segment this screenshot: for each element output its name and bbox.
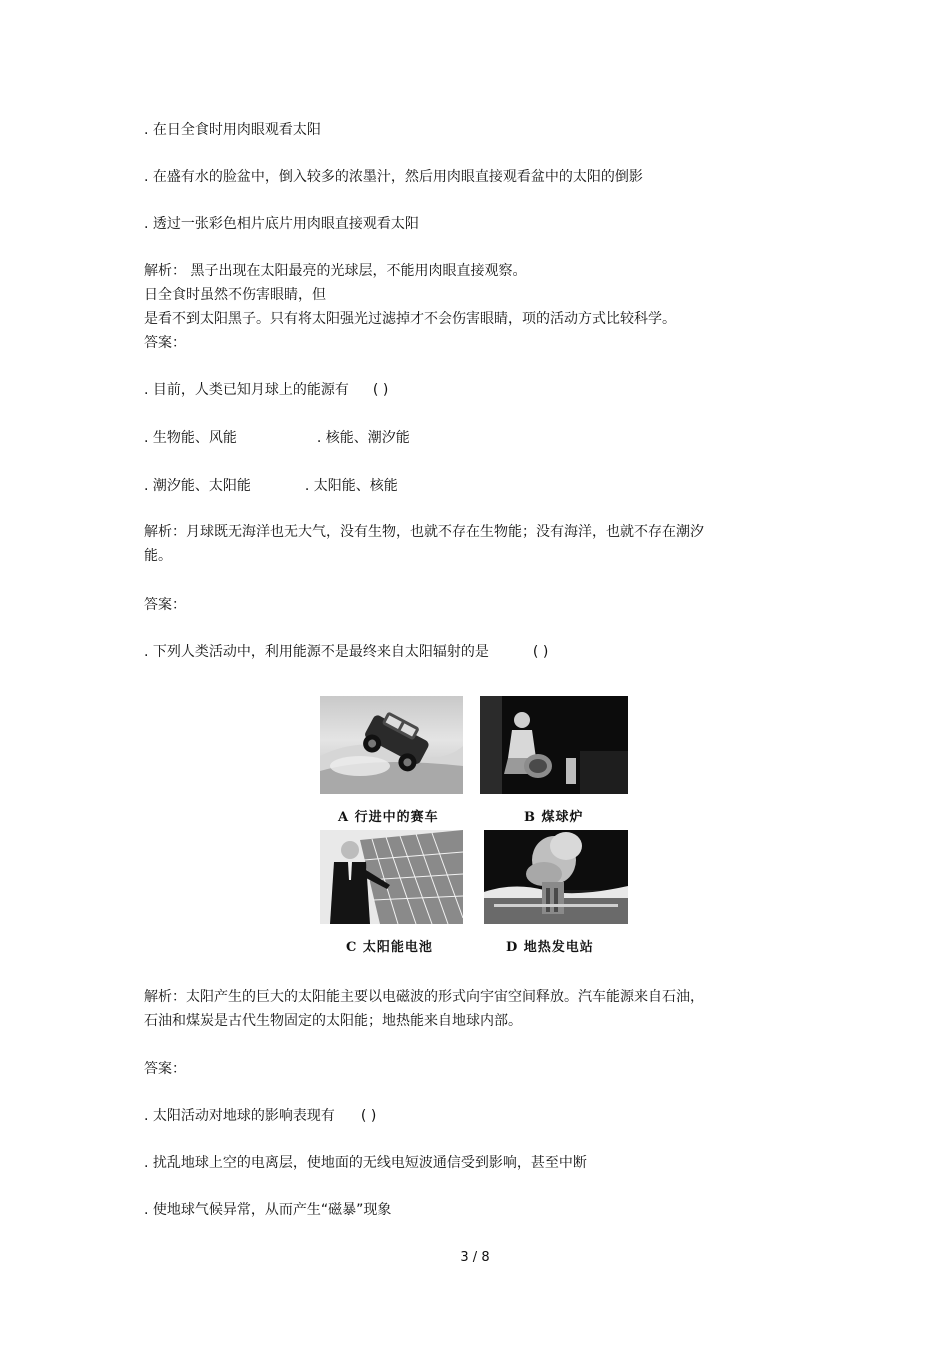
option-line: . 使地球气候异常，从而产生“磁暴”现象 [144, 1202, 392, 1218]
option-row [144, 428, 410, 448]
answer-label: 答案： [144, 335, 186, 351]
option-d: . 太阳能、核能 [304, 478, 398, 494]
option-a: . 生物能、风能 [144, 430, 237, 446]
analysis-text: 解析：太阳产生的巨大的太阳能主要以电磁波的形式向宇宙空间释放。汽车能源来自石油， [144, 989, 704, 1005]
caption-b: B 煤球炉 [524, 810, 584, 825]
analysis-3 [144, 985, 704, 1033]
caption-a: A 行进中的赛车 [338, 810, 439, 825]
coal-stove-photo [480, 696, 628, 794]
option-line: . 在日全食时用肉眼观看太阳 [144, 122, 321, 138]
option-row [144, 476, 398, 496]
solar-panel-photo [320, 830, 463, 924]
answer-label: 答案： [144, 597, 186, 613]
page-number: 3 / 8 [460, 1250, 490, 1265]
caption-c: C 太阳能电池 [346, 940, 433, 955]
question-3 [144, 642, 548, 662]
option-b: . 核能、潮汐能 [316, 430, 410, 446]
geothermal-plant-photo [484, 830, 628, 924]
option-line: . 透过一张彩色相片底片用肉眼直接观看太阳 [144, 216, 419, 232]
analysis-text: 日全食时虽然不伤害眼睛，但 [144, 287, 326, 303]
option-line: . 扰乱地球上空的电离层，使地面的无线电短波通信受到影响，甚至中断 [144, 1155, 587, 1171]
answer-label: 答案： [144, 1061, 186, 1077]
option-line: . 在盛有水的脸盆中，倒入较多的浓墨汁，然后用肉眼直接观看盆中的太阳的倒影 [144, 169, 643, 185]
question-text: . 太阳活动对地球的影响表现有 [144, 1108, 335, 1124]
answer-blank: ( ) [532, 644, 549, 660]
answer-blank: ( ) [372, 382, 389, 398]
answer-blank: ( ) [360, 1108, 377, 1124]
question-text: . 目前，人类已知月球上的能源有 [144, 382, 349, 398]
analysis-text: 是看不到太阳黑子。只有将太阳强光过滤掉才不会伤害眼睛，项的活动方式比较科学。 [144, 311, 676, 327]
analysis-text: 解析：月球既无海洋也无大气，没有生物，也就不存在生物能；没有海洋，也就不存在潮汐 [144, 524, 704, 540]
question-4 [144, 1106, 376, 1126]
analysis-text: 解析： 黑子出现在太阳最亮的光球层，不能用肉眼直接观察。 [144, 263, 527, 279]
question-text: . 下列人类活动中，利用能源不是最终来自太阳辐射的是 [144, 644, 489, 660]
option-c: . 潮汐能、太阳能 [144, 478, 251, 494]
question-figure [320, 696, 630, 958]
question-2 [144, 380, 388, 400]
race-car-photo [320, 696, 463, 794]
analysis-text: 能。 [144, 548, 172, 564]
analysis-1 [144, 259, 676, 331]
analysis-text: 石油和煤炭是古代生物固定的太阳能；地热能来自地球内部。 [144, 1013, 522, 1029]
analysis-2 [144, 520, 704, 568]
caption-d: D 地热发电站 [506, 940, 594, 955]
